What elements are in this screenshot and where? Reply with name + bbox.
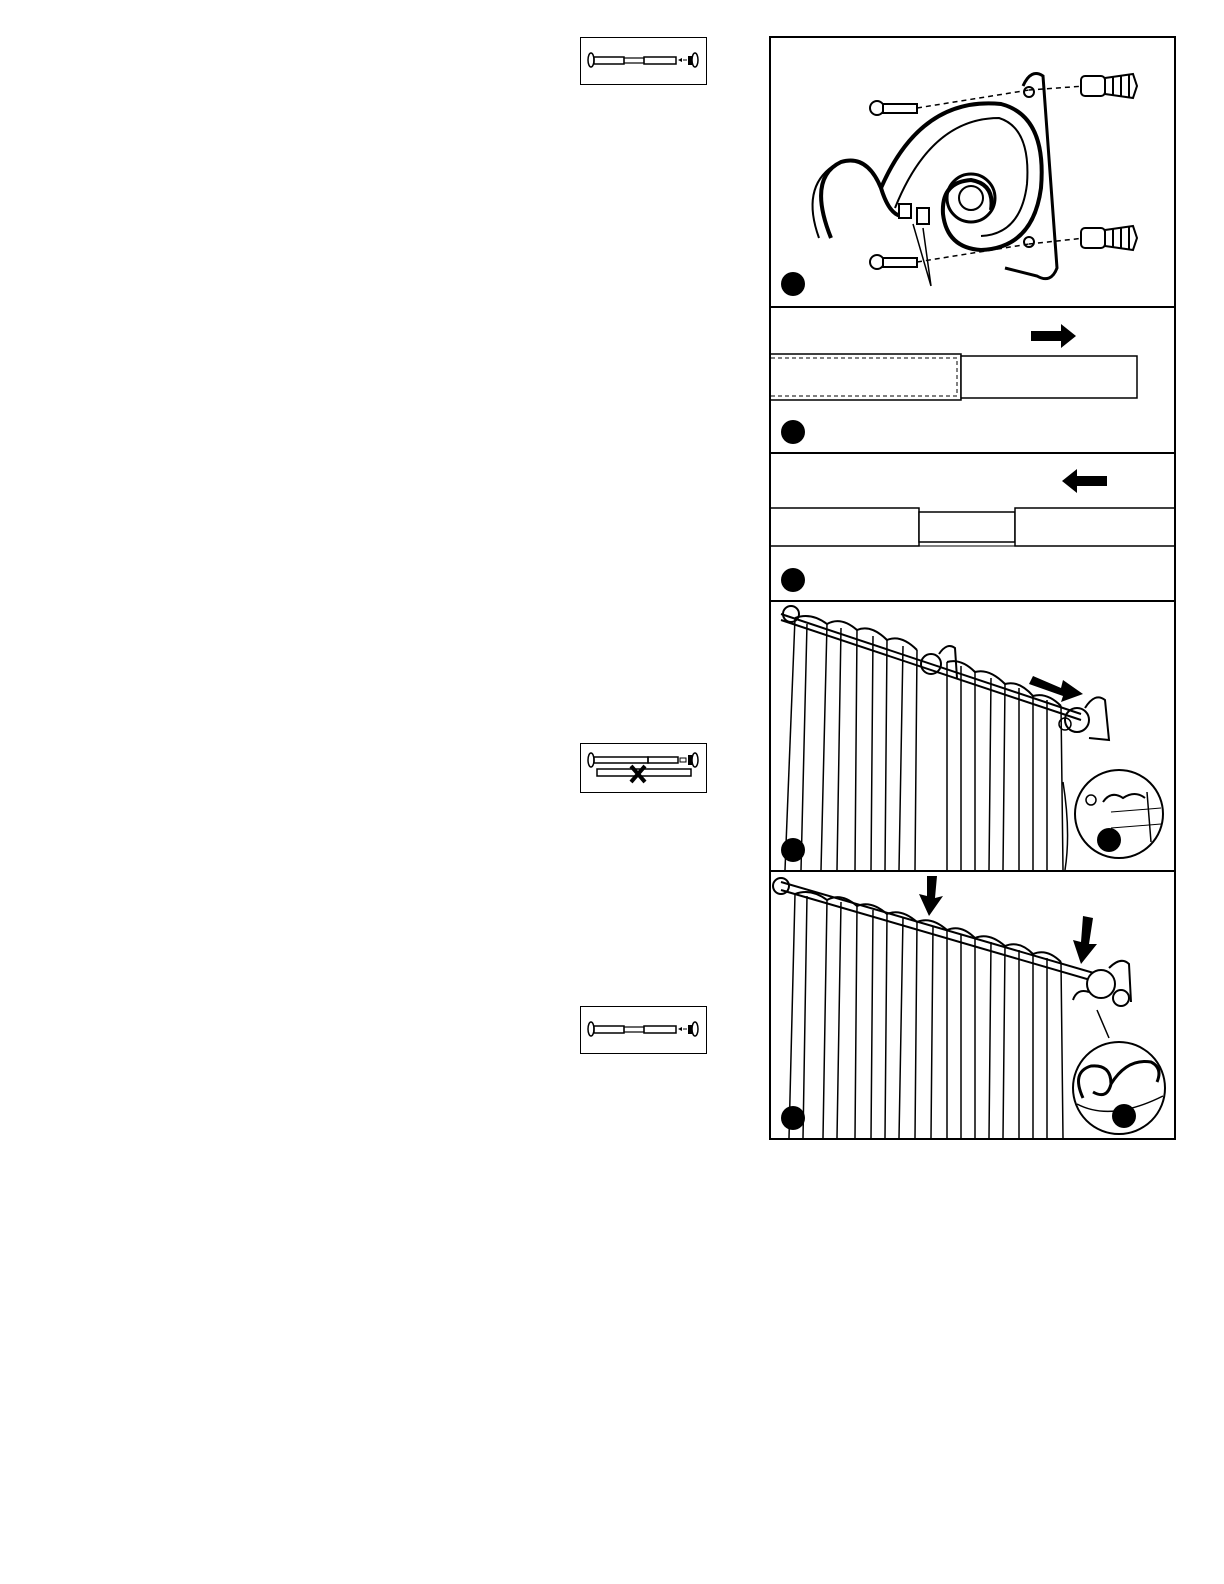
step-number-dot <box>781 838 805 862</box>
detail-step-dot <box>1112 1104 1136 1128</box>
bracket-mounting-illustration <box>771 38 1174 306</box>
arrow-right-icon <box>1031 324 1076 348</box>
step-panel-bracket-seat <box>769 870 1176 1140</box>
arrow-down-icon <box>1073 916 1097 964</box>
rod-extend-right-illustration <box>771 308 1174 452</box>
arrow-down-right-icon <box>1029 676 1083 702</box>
step-panel-bracket-mounting <box>769 36 1176 308</box>
rod-do-not-extend-icon <box>580 743 707 793</box>
step-number-dot <box>781 420 805 444</box>
detail-step-dot <box>1097 828 1121 852</box>
step-panel-rod-join <box>769 452 1176 602</box>
arrow-down-icon <box>919 876 943 916</box>
rod-assembled-icon <box>580 37 707 85</box>
step-number-dot <box>781 272 805 296</box>
rod-join-left-illustration <box>771 454 1174 600</box>
arrow-left-icon <box>1062 469 1107 493</box>
rod-assembled-icon <box>580 1006 707 1054</box>
step-number-dot <box>781 568 805 592</box>
step-number-dot <box>781 1106 805 1130</box>
step-panel-curtain-slide <box>769 600 1176 872</box>
step-panel-rod-extend <box>769 306 1176 454</box>
bracket-seat-illustration <box>771 872 1174 1138</box>
